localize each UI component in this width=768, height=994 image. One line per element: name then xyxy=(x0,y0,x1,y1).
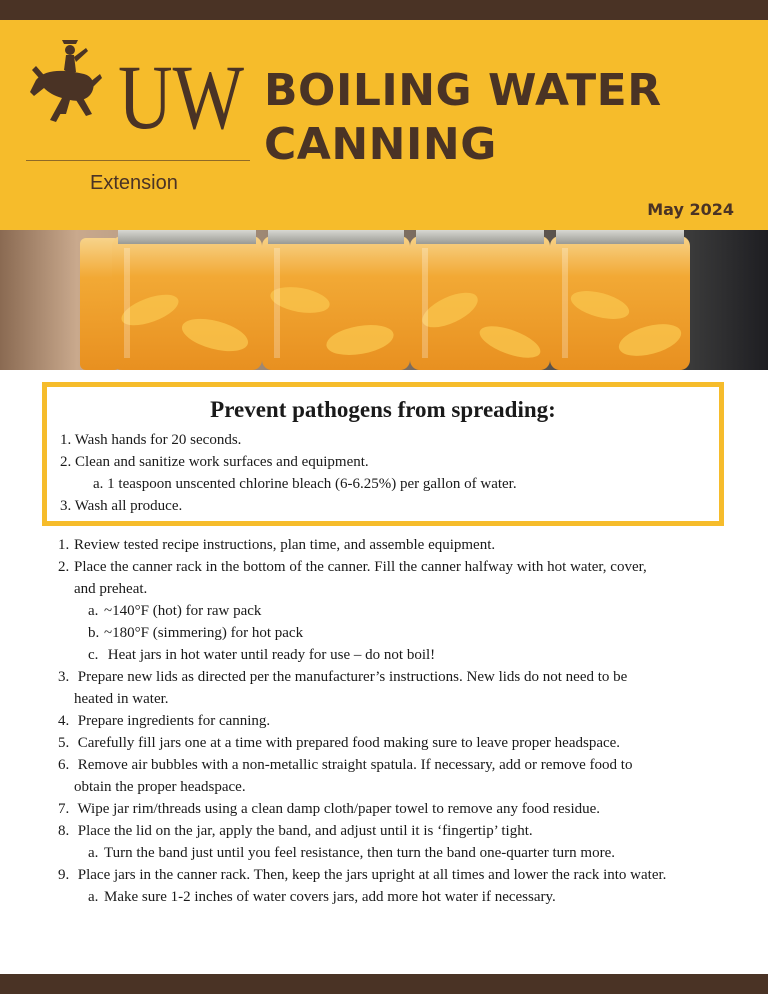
list-item xyxy=(58,732,738,754)
list-item-continuation: and preheat. xyxy=(74,581,148,597)
publication-date: May 2024 xyxy=(647,200,734,219)
list-item xyxy=(58,534,738,556)
list-item xyxy=(58,622,738,644)
step-text: Turn the band just until you feel resistance, then turn the band one-quarter turn more. xyxy=(104,845,615,861)
list-item: 3. Wash all produce. xyxy=(60,498,183,514)
logo-subtitle: Extension xyxy=(90,172,178,194)
step-number: 1. xyxy=(58,537,70,553)
step-text: Remove air bubbles with a non-metallic straight spatula. If necessary, add or remove food to xyxy=(77,757,633,773)
step-text: Wipe jar rim/threads using a clean damp cloth/paper towel to remove any food residue. xyxy=(77,801,601,817)
bottom-bar xyxy=(0,974,768,994)
logo-divider xyxy=(26,160,250,161)
step-text: Prepare ingredients for canning. xyxy=(77,713,271,729)
step-number: 6. xyxy=(58,757,70,773)
page-title xyxy=(264,64,744,172)
step-text: ~180°F (simmering) for hot pack xyxy=(104,625,304,641)
step-number: 3. xyxy=(58,669,70,685)
step-text: Carefully fill jars one at a time with prepared food making sure to leave proper headspace. xyxy=(77,735,621,751)
step-number: 2. xyxy=(58,559,70,575)
title-line-2: CANNING xyxy=(264,119,497,170)
callout-heading: Prevent pathogens from spreading: xyxy=(210,397,556,422)
step-number: a. xyxy=(88,889,99,905)
title-line-1: BOILING WATER xyxy=(264,65,662,116)
step-text: Place the lid on the jar, apply the band, and adjust until it is ‘fingertip’ tight. xyxy=(77,823,533,839)
list-item xyxy=(58,886,738,908)
step-number: b. xyxy=(88,625,100,641)
pathogen-prevention-box xyxy=(42,382,724,526)
step-text: ~140°F (hot) for raw pack xyxy=(104,603,262,619)
step-number: 7. xyxy=(58,801,70,817)
list-item: 2. Clean and sanitize work surfaces and equipment. xyxy=(60,454,369,470)
step-text: Review tested recipe instructions, plan time, and assemble equipment. xyxy=(74,537,496,553)
top-bar xyxy=(0,0,768,20)
step-text: Prepare new lids as directed per the manufacturer’s instructions. New lids do not need to be xyxy=(77,669,628,685)
list-item xyxy=(58,710,738,732)
list-item xyxy=(58,754,738,776)
list-item xyxy=(58,644,738,666)
step-number: 4. xyxy=(58,713,70,729)
canning-steps-list xyxy=(58,534,738,908)
list-item xyxy=(58,666,738,688)
step-text: Heat jars in hot water until ready for use – do not boil! xyxy=(107,647,436,663)
callout-list xyxy=(60,429,517,517)
list-item-continuation: heated in water. xyxy=(74,691,169,707)
step-text: Place jars in the canner rack. Then, keep the jars upright at all times and lower the rack into water. xyxy=(77,867,667,883)
logo-text: UW xyxy=(118,46,245,148)
bucking-horse-rider-icon xyxy=(26,30,256,160)
step-number: c. xyxy=(88,647,99,663)
list-item xyxy=(58,864,738,886)
list-item xyxy=(58,600,738,622)
list-item-continuation: obtain the proper headspace. xyxy=(74,779,246,795)
step-number: 9. xyxy=(58,867,70,883)
list-item xyxy=(58,798,738,820)
list-item: 1. Wash hands for 20 seconds. xyxy=(60,432,242,448)
step-number: 8. xyxy=(58,823,70,839)
list-item xyxy=(58,556,738,578)
list-item xyxy=(58,842,738,864)
step-number: 5. xyxy=(58,735,70,751)
list-item xyxy=(58,820,738,842)
jars-of-canned-peaches-photo xyxy=(0,230,768,370)
list-item: a. 1 teaspoon unscented chlorine bleach (6-6.25%) per gallon of water. xyxy=(93,476,517,492)
step-text: Make sure 1-2 inches of water covers jars, add more hot water if necessary. xyxy=(104,889,556,905)
step-text: Place the canner rack in the bottom of the canner. Fill the canner halfway with hot water, cover, xyxy=(74,559,647,575)
step-number: a. xyxy=(88,603,99,619)
step-number: a. xyxy=(88,845,99,861)
